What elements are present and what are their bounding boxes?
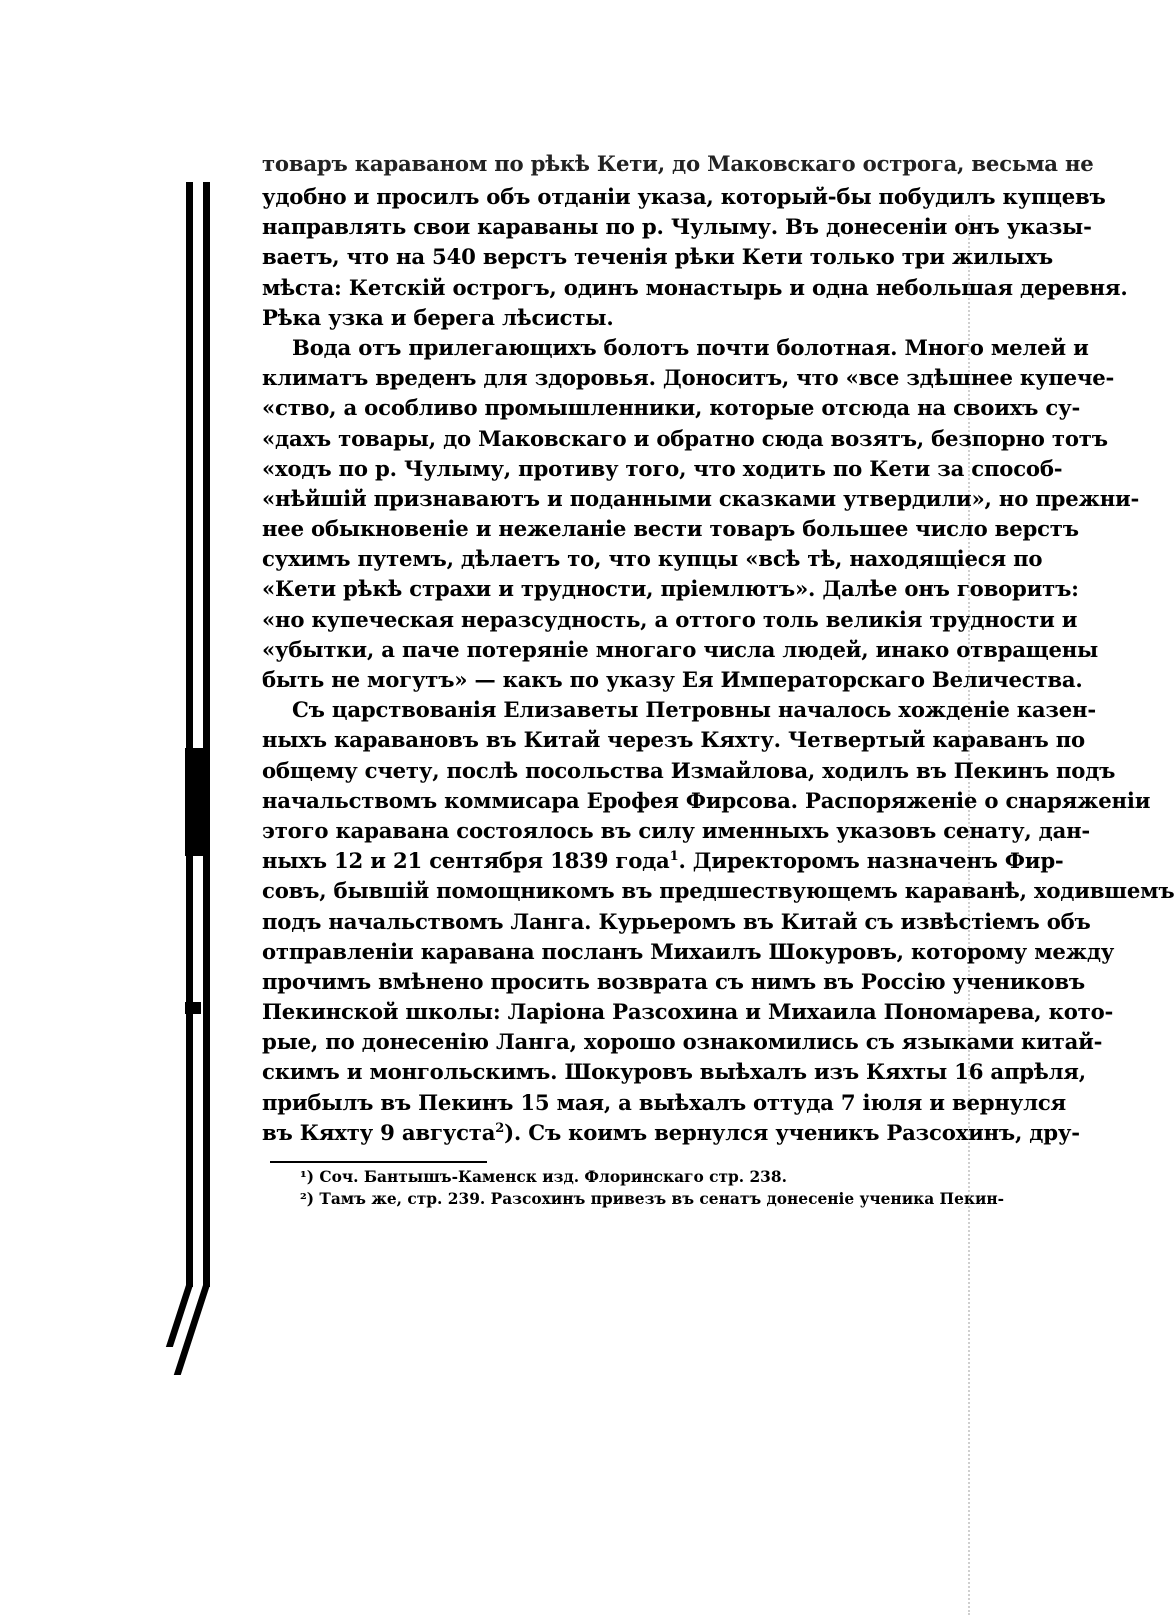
footnote: ²) Тамъ же, стр. 239. Разсохинъ привезъ въ сенатъ донесеніе ученика Пекин- (300, 1190, 1005, 1208)
binding-notch (185, 1002, 201, 1014)
text-line: «но купеческая неразсудность, а оттого толь великія трудности и (262, 606, 1078, 632)
footnotes (300, 1166, 1005, 1210)
line-part: . Директоромъ назначенъ Фир- (678, 848, 1064, 874)
text-line: «нѣйшій признаваютъ и поданными сказками утвердили», но прежни- (262, 485, 1140, 511)
line-part: въ Кяхту 9 августа (262, 1119, 496, 1145)
footnote-ref[interactable]: 1 (669, 849, 679, 865)
binding-thick-mark (185, 748, 204, 856)
text-line: мѣста: Кетскій острогъ, одинъ монастырь и одна небольшая деревня. (262, 274, 1128, 300)
text-line: климатъ вреденъ для здоровья. Доноситъ, что «все здѣшнее купече- (262, 365, 1115, 391)
text-line: «Кети рѣкѣ страхи и трудности, пріемлютъ». Далѣе онъ говоритъ: (262, 576, 1079, 602)
text-line: прочимъ вмѣнено просить возврата съ нимъ въ Россію учениковъ (262, 968, 1085, 994)
text-line: рые, по донесенію Ланга, хорошо ознакомились съ языками китай- (262, 1029, 1103, 1055)
text-line: «ходъ по р. Чулыму, противу того, что ходить по Кети за способ- (262, 455, 1063, 481)
text-line: «убытки, а паче потеряніе многаго числа людей, инако отвращены (262, 636, 1099, 662)
footnote-ref[interactable]: 2 (495, 1120, 505, 1136)
text-line: общему счету, послѣ посольства Измайлова, ходилъ въ Пекинъ подъ (262, 757, 1116, 783)
text-line: сухимъ путемъ, дѣлаетъ то, что купцы «всѣ тѣ, находящіеся по (262, 546, 1043, 572)
text-line: отправленіи каравана посланъ Михаилъ Шокуровъ, которому между (262, 938, 1115, 964)
footnote-rule (270, 1161, 487, 1163)
text-line: скимъ и монгольскимъ. Шокуровъ выѣхалъ изъ Кяхты 16 апрѣля, (262, 1059, 1086, 1085)
text-line: этого каравана состоялось въ силу именныхъ указовъ сенату, дан- (262, 817, 1091, 843)
text-line: ваетъ, что на 540 верстъ теченія рѣки Кети только три жилыхъ (262, 244, 1053, 270)
text-line: нее обыкновеніе и нежеланіе вести товаръ большее число верстъ (262, 516, 1079, 542)
binding-bar-right (203, 182, 210, 1287)
footnote: ¹) Соч. Бантышъ-Каменск изд. Флоринскаго стр. 238. (300, 1168, 787, 1186)
text-line (262, 1118, 1080, 1148)
text-line: удобно и просилъ объ отданіи указа, который-бы побудилъ купцевъ (262, 184, 1106, 209)
text-line: Пекинской школы: Ларіона Разсохина и Михаила Пономарева, кото- (262, 999, 1114, 1025)
text-line: подъ начальствомъ Ланга. Курьеромъ въ Китай съ извѣстіемъ объ (262, 908, 1091, 934)
text-line: Съ царствованія Елизаветы Петровны началось хожденіе казен- (292, 697, 1096, 723)
body-text (262, 151, 1174, 1148)
line-part: ). Съ коимъ вернулся ученикъ Разсохинъ, дру- (504, 1119, 1080, 1145)
text-line: быть не могутъ» — какъ по указу Ея Императорскаго Величества. (262, 667, 1083, 692)
text-line: направлять свои караваны по р. Чулыму. Въ донесеніи онъ указы- (262, 214, 1092, 240)
text-line: товаръ караваном по рѣкѣ Кети, до Маковскаго острога, весьма не (262, 151, 1094, 176)
text-line: ныхъ каравановъ въ Китай черезъ Кяхту. Четвертый караванъ по (262, 727, 1085, 753)
text-line: начальствомъ коммисара Ерофея Фирсова. Распоряженіе о снаряженіи (262, 787, 1151, 813)
text-line: совъ, бывшій помощникомъ въ предшествующемъ караванѣ, ходившемъ (262, 878, 1174, 904)
line-part: ныхъ 12 и 21 сентября 1839 года (262, 848, 670, 874)
text-line (262, 846, 1064, 876)
text-line: Рѣка узка и берега лѣсисты. (262, 304, 614, 330)
binding-slant-right (174, 1285, 210, 1375)
text-line: «дахъ товары, до Маковскаго и обратно сюда возятъ, безпорно тотъ (262, 425, 1108, 451)
text-line: Вода отъ прилегающихъ болотъ почти болотная. Много мелей и (292, 334, 1089, 360)
text-line: «ство, а особливо промышленники, которые отсюда на своихъ су- (262, 395, 1081, 421)
binding-bar-left (186, 182, 193, 1287)
text-line: прибылъ въ Пекинъ 15 мая, а выѣхалъ оттуда 7 іюля и вернулся (262, 1089, 1066, 1115)
